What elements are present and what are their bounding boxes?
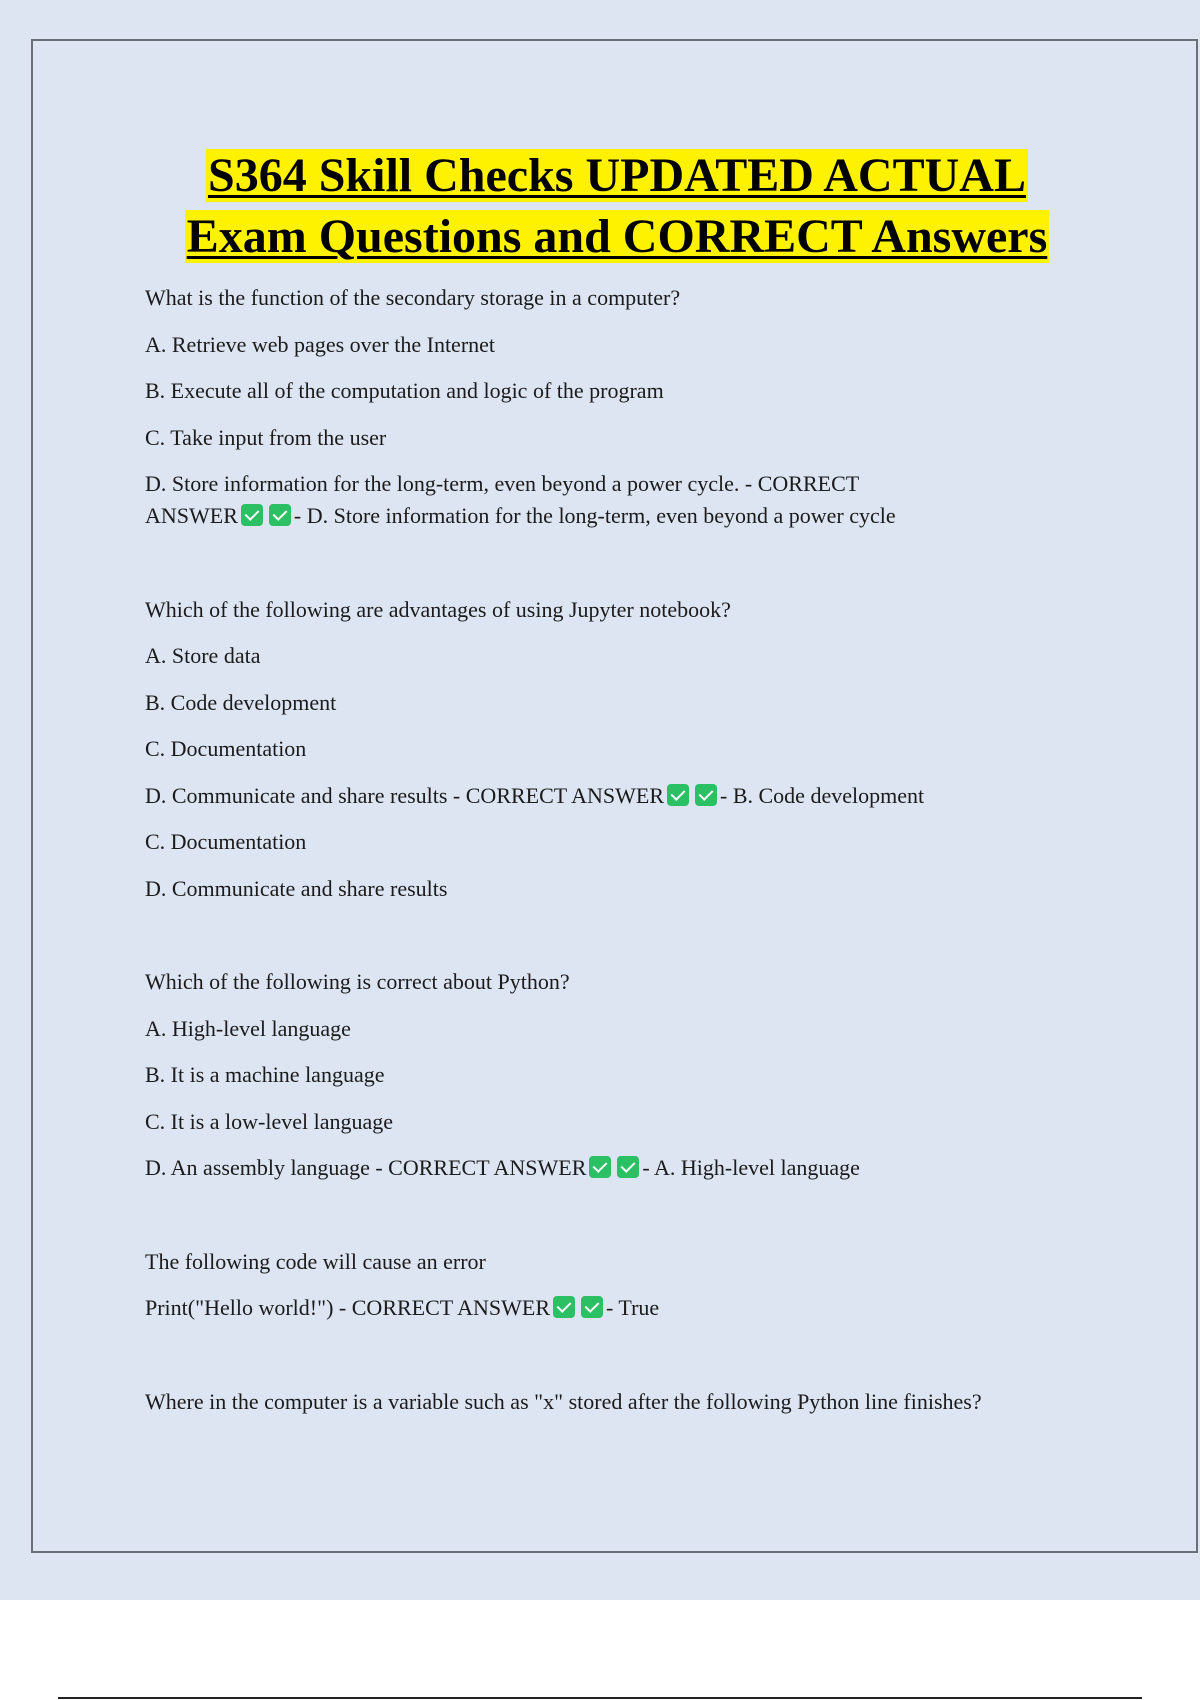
option-d-with-answer (145, 468, 1105, 532)
option-d-with-answer (145, 780, 1105, 812)
option-c: C. Documentation (145, 736, 307, 761)
spacer (145, 1339, 1105, 1386)
option-b: B. Code development (145, 689, 337, 715)
question-text: Which of the following are advantages of using Jupyter notebook? (145, 596, 731, 622)
code-text: Print("Hello world!") - CORRECT ANSWER (145, 1295, 550, 1320)
check-box-icon (667, 784, 689, 806)
answer-text: - True (606, 1295, 660, 1320)
question-block-4 (145, 1246, 1105, 1325)
answer-extra-d: D. Communicate and share results (145, 875, 448, 901)
option-a: A. High-level language (145, 1015, 351, 1041)
check-box-icon (553, 1296, 575, 1318)
title-line-1: S364 Skill Checks UPDATED ACTUAL (208, 149, 1026, 202)
check-box-icon (241, 504, 263, 526)
option-d-text: D. Store information for the long-term, even beyond a power cycle. - CORRECT (145, 471, 860, 496)
spacer (145, 547, 1105, 594)
check-box-icon (589, 1156, 611, 1178)
check-box-icon (269, 504, 291, 526)
code-with-answer (145, 1292, 1105, 1324)
question-list (145, 282, 1105, 1432)
answer-extra-c: C. Documentation (145, 829, 307, 854)
option-c: C. It is a low-level language (145, 1108, 394, 1134)
option-d-text: D. Communicate and share results - CORRECT ANSWER (145, 782, 664, 808)
option-b: B. Execute all of the computation and logic of the program (145, 378, 664, 403)
question-text: What is the function of the secondary storage in a computer? (145, 285, 681, 310)
page-divider (58, 1697, 1142, 1699)
question-block-3 (145, 966, 1105, 1184)
spacer (145, 1199, 1105, 1246)
answer-label: ANSWER (145, 503, 238, 528)
spacer (145, 919, 1105, 966)
option-c: C. Take input from the user (145, 424, 387, 450)
check-box-icon (695, 784, 717, 806)
check-box-icon (581, 1296, 603, 1318)
answer-text: - B. Code development (720, 782, 925, 808)
document-title (0, 145, 1200, 267)
question-block-1 (145, 282, 1105, 532)
option-d-text: D. An assembly language - CORRECT ANSWER (145, 1155, 587, 1180)
answer-text: - D. Store information for the long-term, even beyond a power cycle (293, 503, 896, 528)
option-a: A. Retrieve web pages over the Internet (145, 331, 496, 357)
question-block-2 (145, 594, 1105, 905)
option-b: B. It is a machine language (145, 1062, 385, 1087)
question-block-5 (145, 1386, 1105, 1418)
question-text: Where in the computer is a variable such as "x" stored after the following Python line finishes? (145, 1388, 982, 1414)
question-text: Which of the following is correct about Python? (145, 969, 570, 994)
check-box-icon (617, 1156, 639, 1178)
option-d-with-answer (145, 1152, 1105, 1184)
title-line-2: Exam Questions and CORRECT Answers (186, 210, 1048, 263)
option-a: A. Store data (145, 643, 261, 668)
answer-text: - A. High-level language (642, 1155, 860, 1180)
question-text: The following code will cause an error (145, 1248, 486, 1274)
